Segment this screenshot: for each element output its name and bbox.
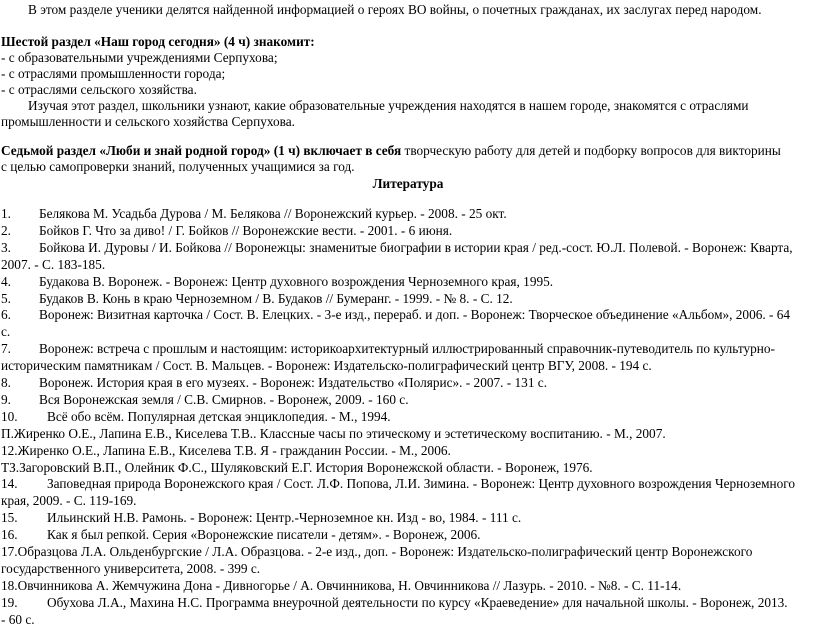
- reference-number: 15.: [1, 510, 18, 526]
- reference-text: 17.Образцова Л.А. Ольденбургские / Л.А. Образцова. - 2-е изд., доп. - Воронеж: Издательско-полиграфический центр Воронежского: [1, 544, 753, 559]
- reference-number: 9.: [1, 391, 11, 407]
- reference-text: Бойкова И. Дуровы / И. Бойкова // Воронежцы: знаменитые биографии в истории края / ред.-сост. Ю.Л. Полевой. - Воронеж: Кварта,: [39, 239, 793, 255]
- intro-paragraph: В этом разделе ученики делятся найденной информацией о героях ВО войны, о почетных гражданах, их заслугах перед народом.: [28, 2, 762, 17]
- section6-item: - с образовательными учреждениями Серпухова;: [1, 50, 278, 65]
- section6-paragraph: Изучая этот раздел, школьники узнают, какие образовательные учреждения находятся в нашем городе, знакомятся с отраслями: [28, 98, 749, 113]
- reference-item: [1, 476, 795, 492]
- reference-text: Будакова В. Воронеж. - Воронеж: Центр духовного возрождения Черноземного края, 1995.: [39, 273, 554, 289]
- reference-text: Бойков Г. Что за диво! / Г. Бойков // Воронежские вести. - 2001. - 6 июня.: [39, 222, 453, 238]
- section6-item: - с отраслями промышленности города;: [1, 66, 226, 81]
- reference-number: 19.: [1, 594, 18, 610]
- section6-item: - с отраслями сельского хозяйства.: [1, 82, 197, 97]
- reference-item: [1, 392, 409, 408]
- reference-text: Воронеж: встреча с прошлым и настоящим: историкоархитектурный иллюстрированный справочник-путеводитель по культурно-: [39, 341, 775, 357]
- reference-item: [1, 443, 451, 459]
- reference-item: [1, 375, 547, 391]
- reference-text: Белякова М. Усадьба Дурова / М. Белякова // Воронежский курьер. - 2008. - 25 окт.: [39, 206, 507, 221]
- reference-item: [1, 223, 452, 239]
- reference-text: Вся Воронежская земля / С.В. Смирнов. - Воронеж, 2009. - 160 с.: [39, 391, 409, 407]
- reference-number: 16.: [1, 527, 18, 543]
- reference-text-cont: историческим памятникам / Сост. В. Мальцев. - Воронеж: Издательско-полиграфический центр ВГУ, 2008. - 194 с.: [1, 358, 652, 374]
- reference-item: [1, 291, 513, 307]
- reference-item: [1, 510, 521, 526]
- reference-item: [1, 595, 788, 611]
- reference-number: 8.: [1, 375, 11, 390]
- reference-number: 4.: [1, 273, 11, 289]
- reference-text: 12.Жиренко О.Е., Лапина Е.В., Киселева Т.В. Я - гражданин России. - М., 2006.: [1, 442, 451, 458]
- reference-text: Будаков В. Конь в краю Черноземном / В. Будаков // Бумеранг. - 1999. - № 8. - С. 12.: [39, 290, 513, 306]
- reference-item: [1, 206, 507, 222]
- reference-item: [1, 426, 666, 442]
- reference-text-cont: края, 2009. - С. 119-169.: [1, 493, 137, 509]
- reference-text: Всё обо всём. Популярная детская энциклопедия. - М., 1994.: [47, 408, 391, 424]
- section7-paragraph-cont: с целью самопроверки знаний, полученных учащимися за год.: [1, 159, 355, 174]
- reference-item: [1, 307, 790, 323]
- reference-item: [1, 240, 793, 256]
- reference-text: Как я был репкой. Серия «Воронежские писатели - детям». - Воронеж, 2006.: [47, 527, 481, 543]
- section6-paragraph-cont: промышленности и сельского хозяйства Серпухова.: [1, 114, 295, 129]
- section6-heading: Шестой раздел «Наш город сегодня» (4 ч) знакомит:: [1, 34, 315, 49]
- literature-title: Литература: [372, 176, 444, 191]
- reference-number: 2.: [1, 222, 11, 238]
- reference-number: 6.: [1, 307, 11, 323]
- reference-text: 18.Овчинникова А. Жемчужина Дона - Дивногорье / А. Овчинникова, Н. Овчинникова // Лазурь. - 2010. - №8. - С. 11-14.: [1, 577, 682, 593]
- reference-item: [1, 409, 391, 425]
- reference-number: 5.: [1, 290, 11, 306]
- reference-text-cont: - 60 с.: [1, 611, 35, 627]
- reference-item: [1, 578, 681, 594]
- reference-item: [1, 527, 480, 543]
- reference-number: 10.: [1, 408, 18, 424]
- reference-number: 3.: [1, 239, 11, 255]
- reference-text-cont: государственного университета, 2008. - 399 с.: [1, 560, 261, 576]
- reference-text: Воронеж: Визитная карточка / Сост. В. Елецких. - 3-е изд., перераб. и доп. - Воронеж: Творческое объединение «Альбом», 2006. - 64: [39, 307, 791, 323]
- reference-text: Заповедная природа Воронежского края / Сост. Л.Ф. Попова, Л.И. Зимина. - Воронеж: Центр духовного возрождения Черноземного: [47, 476, 796, 492]
- reference-text: Воронеж. История края в его музеях. - Воронеж: Издательство «Полярис». - 2007. - 131 с.: [39, 375, 548, 390]
- reference-text-cont: 2007. - С. 183-185.: [1, 256, 106, 272]
- reference-item: [1, 460, 593, 476]
- reference-item: [1, 341, 775, 357]
- reference-item: [1, 274, 553, 290]
- reference-text: П.Жиренко О.Е., Лапина Е.В., Киселева Т.В.. Классные часы по этическому и эстетическому воспитанию. - М., 2007.: [1, 425, 666, 441]
- reference-text: Ильинский Н.В. Рамонь. - Воронеж: Центр.-Черноземное кн. Изд - во, 1984. - 111 с.: [47, 510, 522, 526]
- reference-number: 1.: [1, 206, 11, 221]
- reference-text: Обухова Л.А., Махина Н.С. Программа внеурочной деятельности по курсу «Краеведение» для начальной школы. - Воронеж, 2013.: [47, 594, 788, 610]
- reference-item: [1, 544, 752, 560]
- reference-text-cont: с.: [1, 324, 11, 340]
- section7-heading: Седьмой раздел «Люби и знай родной город» (1 ч) включает в себя творческую работу для детей и подборку вопросов для викторины: [1, 143, 781, 158]
- reference-number: 7.: [1, 341, 11, 357]
- reference-number: 14.: [1, 476, 18, 492]
- reference-text: ТЗ.Загоровский В.П., Олейник Ф.С., Шуляковский Е.Г. История Воронежской области. - Воронеж, 1976.: [1, 459, 593, 475]
